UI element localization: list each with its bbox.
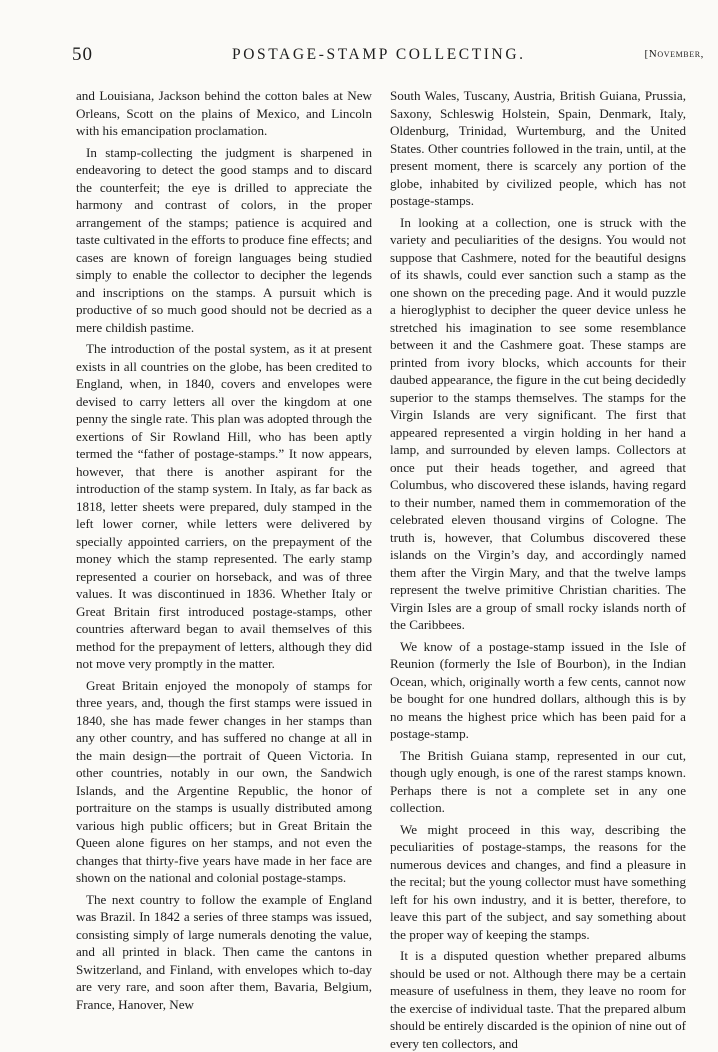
issue-month: [November, [644,48,704,60]
paragraph: The British Guiana stamp, represented in our cut, though ugly enough, is one of the rarest stamps known. Perhaps there is not a complete set in any one collection. [390,747,686,815]
left-column [76,87,372,1012]
paragraph: The introduction of the postal system, as it at present exists in all countries on the globe, has been credited to England, when, in 1840, covers and envelopes were devised to carry letters all over the kingdom at one penny the single rate. This plan was adopted through the exertions of Sir Rowland Hill, who has been aptly termed the “father of postage-stamps.” It now appears, however, that there is another aspirant for the introduction of the stamp system. In Italy, as far back as 1818, letter sheets were prepared, duly stamped in the left lower corner, while letters were delivered by specially appointed carriers, on the prepayment of the money which the stamp represented. The early stamp represented a courier on horseback, and was of three values. It was discontinued in 1836. Whether Italy or Great Britain first introduced postage-stamps, other countries afterward began to avail themselves of this method for the prepayment of letters, although they did not move very promptly in the matter. [76,341,372,671]
running-title: POSTAGE-STAMP COLLECTING. [232,46,526,63]
paragraph: The next country to follow the example of England was Brazil. In 1842 a series of three stamps was issued, consisting simply of large numerals denoting the value, and all printed in black. Then came the cantons in Switzerland, and Finland, with envelopes which to-day are very rare, and soon after them, Bavaria, Belgium, France, Hanover, New [76,891,372,1012]
paragraph: In stamp-collecting the judgment is sharpened in endeavoring to detect the good stamps and to discard the counterfeit; the eye is drilled to appreciate the harmony and contrast of colors, in the proper arrangement of the stamps; patience is acquired and taste cultivated in the efforts to produce fine effects; and cases are known of foreign languages being studied simply to enable the collector to decipher the legends and inscriptions on the stamps. A pursuit which is productive of so much good should not be decried as a mere childish pastime. [76,144,372,335]
paragraph: and Louisiana, Jackson behind the cotton bales at New Orleans, Scott on the plains of Mexico, and Lincoln with his emancipation proclamation. [76,88,372,138]
paragraph: South Wales, Tuscany, Austria, British Guiana, Prussia, Saxony, Schleswig Holstein, Spain, Denmark, Italy, Oldenburg, Trinidad, Wurtemburg, and the United States. Other countries followed in the train, until, at the present moment, there is scarcely any portion of the globe, inhabited by civilized people, which has not postage-stamps. [390,88,686,208]
right-column [390,87,687,1051]
running-header [72,42,704,70]
paragraph: It is a disputed question whether prepared albums should be used or not. Although there may be a certain measure of usefulness in them, they leave no room for the exercise of individual taste. That the prepared album should be entirely discarded is the opinion of nine out of every ten collectors, and [390,948,687,1051]
page-number: 50 [72,44,93,65]
paragraph: Great Britain enjoyed the monopoly of stamps for three years, and, though the first stamps were issued in 1840, she has made fewer changes in her stamps than any other country, and has suffered no change at all in the main design—the portrait of Queen Victoria. In other countries, notably in our own, the Sandwich Islands, and the Argentine Republic, the honor of portraiture on the stamps is usually distributed among various high public officers; but in Great Britain the Queen alone figures on her stamps, and not even the changes that thirty-five years have made in her face are shown on the national and colonial postage-stamps. [76,677,372,885]
paragraph: In looking at a collection, one is struck with the variety and peculiarities of the designs. You would not suppose that Cashmere, noted for the beautiful designs of its shawls, could ever sanction such a stamp as the one shown on the preceding page. And it would puzzle a hieroglyphist to decipher the queer device unless he stretched his imagination to see some resemblance between it and the Cashmere goat. These stamps are printed from ivory blocks, which accounts for their daubed appearance, the figure in the cut being decidedly superior to the stamps themselves. The stamps for the Virgin Islands are very significant. The first that appeared represented a virgin holding in her hand a lamp, and surrounded by eleven lamps. Collectors at once put their heads together, and agreed that Columbus, who discovered these islands, having regard to their number, named them in commemoration of the celebrated eleven thousand virgins of Cologne. The truth is, however, that Columbus discovered these islands on the Virgin’s day, and accordingly named them after the Virgin Mary, and that the twelve lamps represent the twelve primitive Christian charities. The Virgin Isles are a group of small rocky islands north of the Caribbees. [390,214,686,632]
paragraph: We know of a postage-stamp issued in the Isle of Reunion (formerly the Isle of Bourbon), in the Indian Ocean, which, originally worth a few cents, cannot now be bought for one hundred dollars, although this is by no means the highest price which has been paid for a postage-stamp. [390,638,686,741]
paragraph: We might proceed in this way, describing the peculiarities of postage-stamps, the reasons for the numerous devices and changes, and find a pleasure in the recital; but the young collector must have something left for his own industry, and it is better, therefore, to leave this part of the subject, and say something about the proper way of keeping the stamps. [390,821,686,942]
article-body [76,87,704,1051]
